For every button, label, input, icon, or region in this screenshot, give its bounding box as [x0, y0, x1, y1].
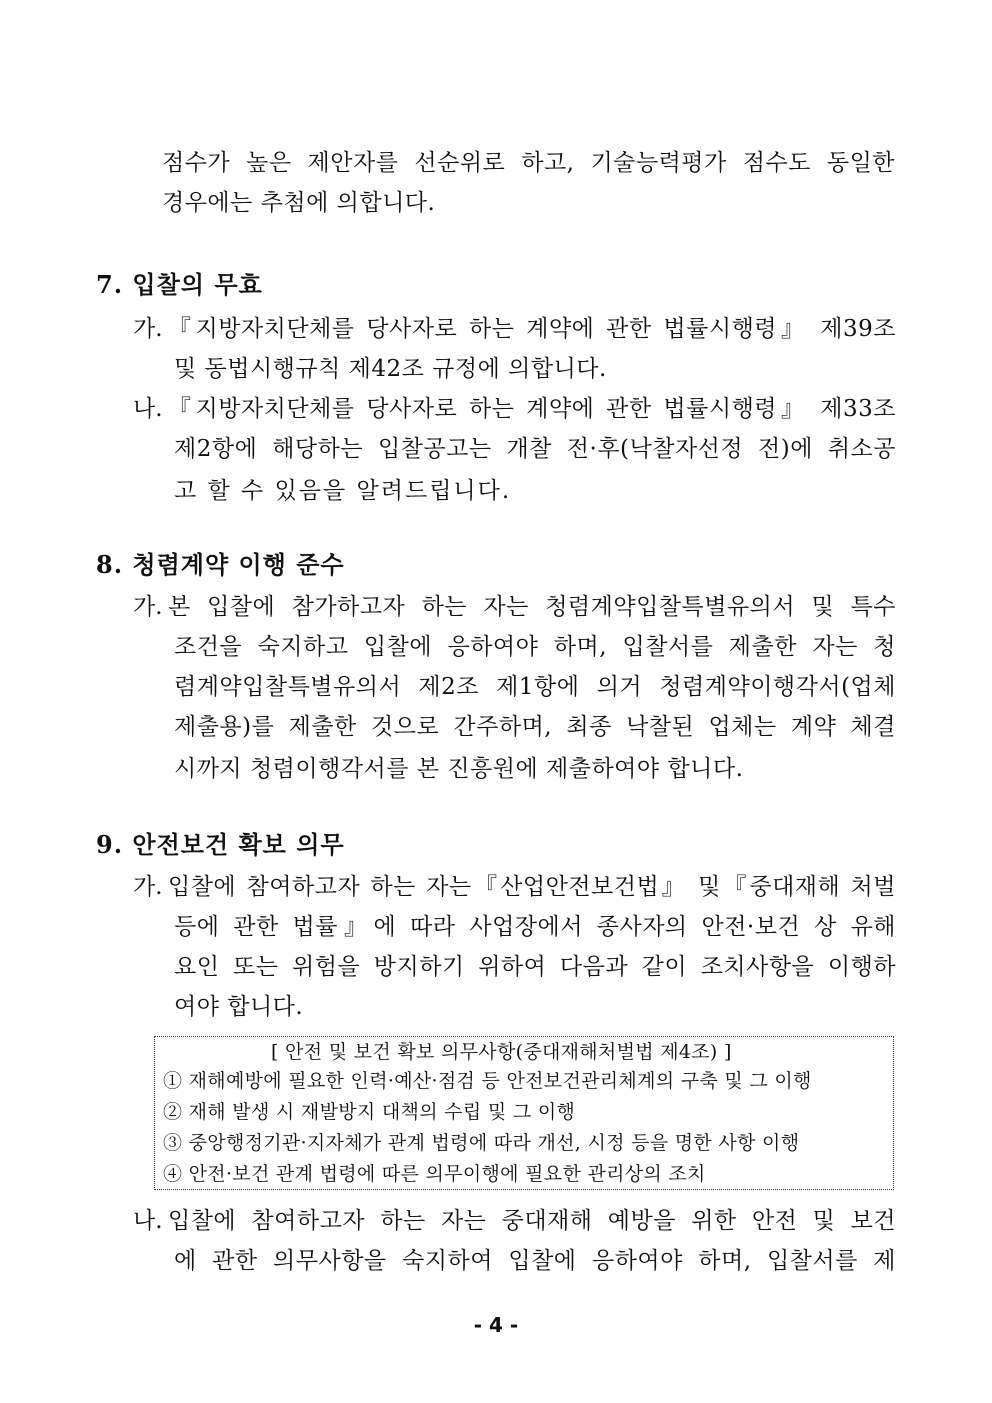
- item-marker: 나.: [133, 1208, 163, 1234]
- item-line: 입찰에 참여하고자 하는 자는 중대재해 예방을 위한 안전 및 보건: [168, 1208, 896, 1234]
- box-item: ④ 안전·보건 관계 법령에 따른 의무이행에 필요한 관리상의 조치: [163, 1163, 706, 1185]
- item-line: 본 입찰에 참가하고자 하는 자는 청렴계약입찰특별유의서 및 특수: [168, 594, 896, 620]
- intro-line: 경우에는 추첨에 의합니다.: [162, 190, 436, 216]
- box-item: ③ 중앙행정기관·지자체가 관계 법령에 따라 개선, 시정 등을 명한 사항 이행: [163, 1132, 800, 1154]
- section-heading: 8. 청렴계약 이행 준수: [96, 550, 345, 579]
- page-number: - 4 -: [473, 1313, 519, 1337]
- item-line: 제2항에 해당하는 입찰공고는 개찰 전·후(낙찰자선정 전)에 취소공: [174, 436, 896, 462]
- item-line: 시까지 청렴이행각서를 본 진흥원에 제출하여야 합니다.: [174, 756, 744, 782]
- item-line: 및 동법시행규칙 제42조 규정에 의합니다.: [174, 356, 607, 382]
- obligations-box: [154, 1036, 894, 1190]
- item-line: 고 할 수 있음을 알려드립니다.: [174, 478, 512, 504]
- item-line: 『지방자치단체를 당사자로 하는 계약에 관한 법률시행령』 제33조: [168, 396, 896, 422]
- item-line: 제출용)를 제출한 것으로 간주하며, 최종 낙찰된 업체는 계약 체결: [174, 714, 896, 740]
- item-marker: 가.: [133, 594, 163, 620]
- item-line: 등에 관한 법률』에 따라 사업장에서 종사자의 안전·보건 상 유해: [174, 914, 896, 940]
- section-heading: 7. 입찰의 무효: [96, 270, 263, 299]
- item-line: 요인 또는 위험을 방지하기 위하여 다음과 같이 조치사항을 이행하: [174, 954, 896, 980]
- box-title: [ 안전 및 보건 확보 의무사항(중대재해처벌법 제4조) ]: [271, 1041, 732, 1063]
- intro-line: 점수가 높은 제안자를 선순위로 하고, 기술능력평가 점수도 동일한: [162, 150, 895, 176]
- item-line: 입찰에 참여하고자 하는 자는『산업안전보건법』 및『중대재해 처벌: [168, 874, 896, 900]
- box-item: ① 재해예방에 필요한 인력·예산·점검 등 안전보건관리체계의 구축 및 그 이행: [163, 1070, 812, 1092]
- box-item: ② 재해 발생 시 재발방지 대책의 수립 및 그 이행: [163, 1101, 576, 1123]
- item-line: 렴계약입찰특별유의서 제2조 제1항에 의거 청렴계약이행각서(업체: [174, 674, 896, 700]
- item-line: 조건을 숙지하고 입찰에 응하여야 하며, 입찰서를 제출한 자는 청: [174, 634, 896, 660]
- item-marker: 나.: [133, 396, 163, 422]
- item-line: 에 관한 의무사항을 숙지하여 입찰에 응하여야 하며, 입찰서를 제: [174, 1248, 896, 1274]
- section-heading: 9. 안전보건 확보 의무: [96, 830, 345, 859]
- item-marker: 가.: [133, 874, 163, 900]
- item-line: 『지방자치단체를 당사자로 하는 계약에 관한 법률시행령』 제39조: [168, 316, 896, 342]
- item-line: 여야 합니다.: [174, 994, 304, 1020]
- item-marker: 가.: [133, 316, 163, 342]
